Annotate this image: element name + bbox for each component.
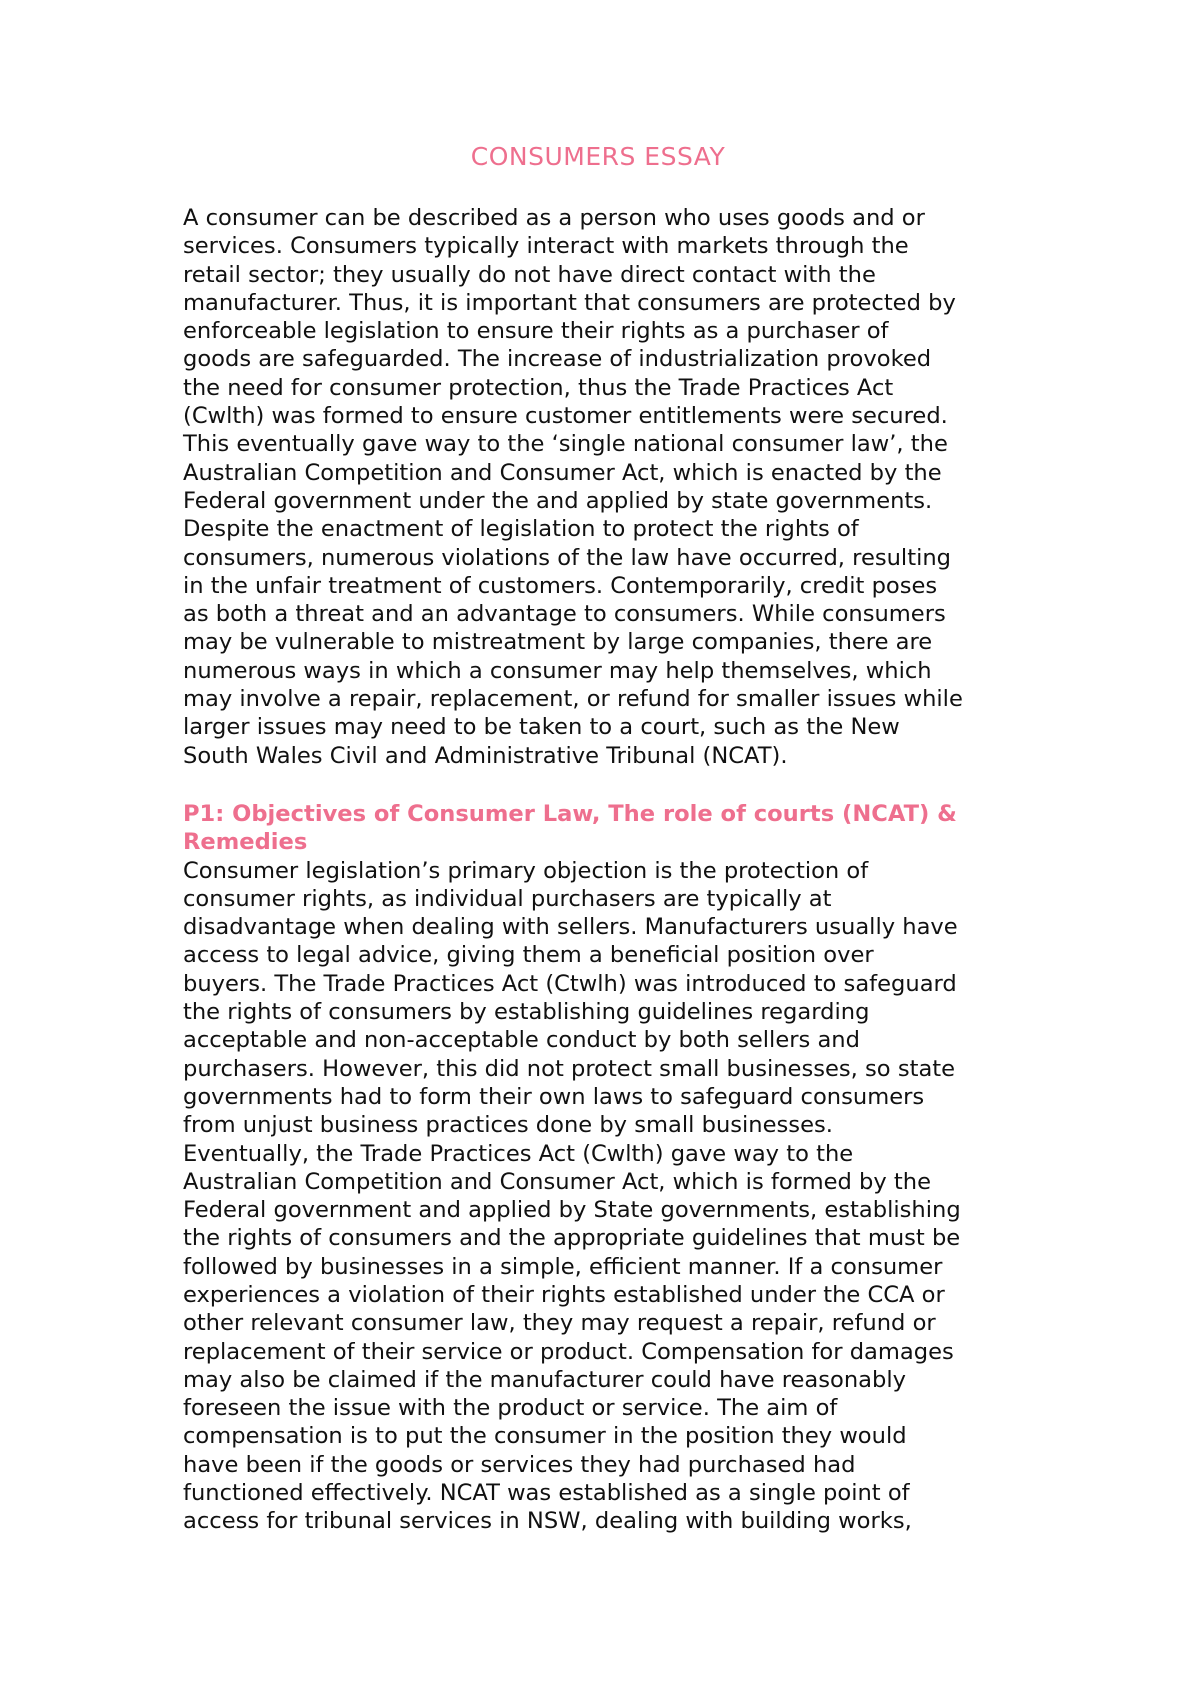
intro-paragraph: A consumer can be described as a person who uses goods and or services. Consumers typically interact with markets through the retail sector; they usually do not have direct contact with the manufacturer. Thus, it is important that consumers are protected by enforceable legislation to ensure their rights as a purchaser of goods are safeguarded. The increase of industrialization provoked the need for consumer protection, thus the Trade Practices Act (Cwlth) was formed to ensure customer entitlements were secured. This eventually gave way to the ‘single national consumer law’, the Australian Competition and Consumer Act, which is enacted by the Federal government under the and applied by state governments. Despite the enactment of legislation to protect the rights of consumers, numerous violations of the law have occurred, resulting in the unfair treatment of customers. Contemporarily, credit poses as both a threat and an advantage to consumers. While consumers may be vulnerable to mistreatment by large companies, there are numerous ways in which a consumer may help themselves, which may involve a repair, replacement, or refund for smaller issues while larger issues may need to be taken to a court, such as the New South Wales Civil and Administrative Tribunal (NCAT). — [183, 205, 963, 769]
document-title: CONSUMERS ESSAY — [470, 142, 726, 171]
section-body-paragraph: Consumer legislation’s primary objection is the protection of consumer rights, as individual purchasers are typically at disadvantage when dealing with sellers. Manufacturers usually have access to legal advice, giving them a beneficial position over buyers. The Trade Practices Act (Ctwlh) was introduced to safeguard the rights of consumers by establishing guidelines regarding acceptable and non-acceptable conduct by both sellers and purchasers. However, this did not protect small businesses, so state governments had to form their own laws to safeguard consumers from unjust business practices done by small businesses. Eventually, the Trade Practices Act (Cwlth) gave way to the Australian Competition and Consumer Act, which is formed by the Federal government and applied by State governments, establishing the rights of consumers and the appropriate guidelines that must be followed by businesses in a simple, efficient manner. If a consumer experiences a violation of their rights established under the CCA or other relevant consumer law, they may request a repair, refund or replacement of their service or product. Compensation for damages may also be claimed if the manufacturer could have reasonably foreseen the issue with the product or service. The aim of compensation is to put the consumer in the position they would have been if the goods or services they had purchased had functioned effectively. NCAT was established as a single point of access for tribunal services in NSW, dealing with building works, — [183, 857, 961, 1535]
section-heading: P1: Objectives of Consumer Law, The role of courts (NCAT) & Remedies — [183, 800, 957, 856]
document-page — [183, 140, 1033, 1536]
